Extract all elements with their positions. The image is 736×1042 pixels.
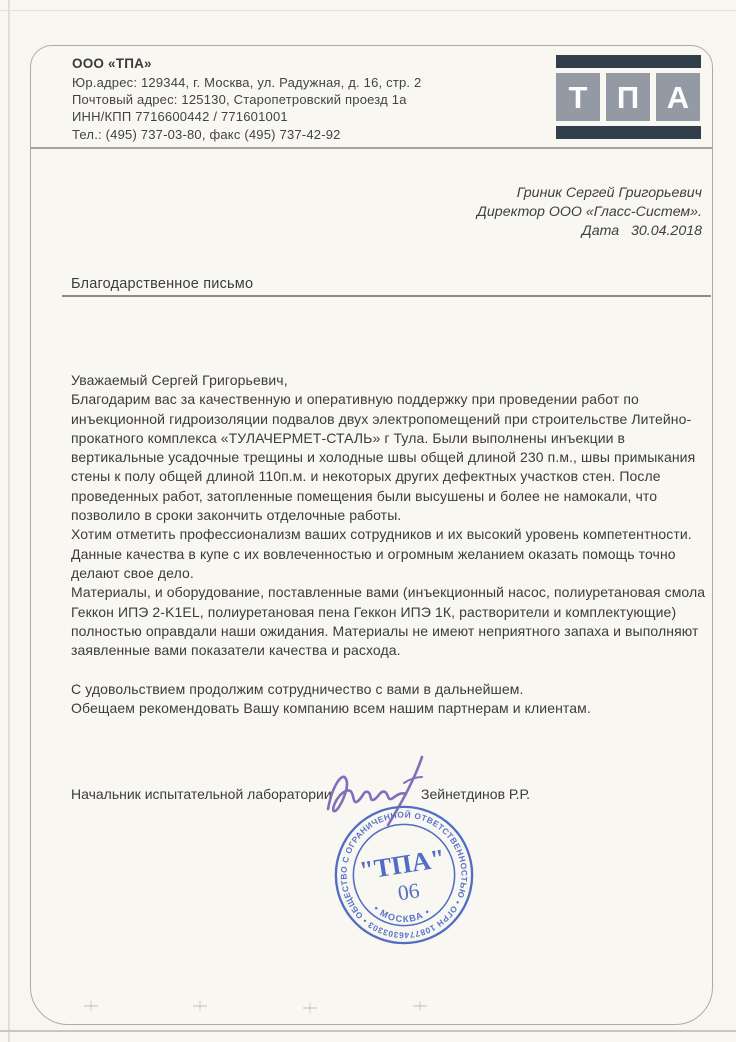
stamp-moscow-text: • МОСКВА • (371, 903, 433, 925)
logo-letter-t: Т (568, 79, 588, 115)
body-line: Данные качества в купе с их вовлеченностью и огромным желанием оказать помощь точно (71, 545, 676, 562)
inn-kpp: ИНН/КПП 7716600442 / 771601001 (72, 109, 288, 125)
stamp-center-text: "ТПА" (357, 843, 448, 886)
body-line: Материалы, и оборудование, поставленные вами (инъекционный насос, полиуретановая смола (71, 584, 706, 601)
logo-box-t (556, 73, 600, 121)
tpa-logo (556, 55, 701, 139)
logo-letter-a: А (666, 79, 690, 115)
body-line: вертикальные усадочные трещины и холодные швы общей длиной 230 п.м., швы примыкания (71, 449, 696, 466)
body-line: Благодарим вас за качественную и оперативную поддержку при проведении работ по (71, 391, 639, 408)
page-left-edge (8, 0, 10, 1042)
signatory-position: Начальник испытательной лаборатории (71, 786, 332, 802)
page-top-edge (0, 10, 736, 11)
body-line: Хотим отметить профессионализм ваших сотрудников и их высокий уровень компетентности. (71, 526, 692, 543)
phone-fax: Тел.: (495) 737-03-80, факс (495) 737-42-92 (72, 126, 341, 142)
page-bottom-edge (0, 1030, 736, 1032)
scan-noise-mark (84, 1001, 98, 1011)
logo-box-p (606, 73, 650, 121)
recipient-position: Директор ООО «Гласс-Систем». (476, 203, 702, 220)
body-line-blank (71, 660, 717, 679)
handwritten-signature (318, 753, 444, 831)
stamp-center-number: 06 (396, 878, 422, 906)
legal-address: Юр.адрес: 129344, г. Москва, ул. Радужная, д. 16, стр. 2 (72, 75, 422, 90)
body-line: Геккон ИПЭ 2-K1EL, полиуретановая пена Геккон ИПЭ 1К, растворители и комплектующие) (71, 603, 677, 620)
body-line: заявленные вами показатели качества и расхода. (71, 642, 401, 659)
stamp-ring-text: ОБЩЕСТВО С ОГРАНИЧЕННОЙ ОТВЕТСТВЕННОСТЬЮ • ОГРН 1087746303303 • (338, 809, 470, 941)
recipient-block (300, 184, 702, 240)
body-line: полностью оправдали наши ожидания. Материалы не имеют неприятного запаха и выполняют (71, 622, 699, 639)
letter-title: Благодарственное письмо (71, 276, 254, 292)
body-line: прокатного комплекса «ТУЛАЧЕРМЕТ-СТАЛЬ» г Тула. Были выполнены инъекции в (71, 429, 626, 446)
scan-noise-mark (413, 1001, 427, 1011)
body-line: Обещаем рекомендовать Вашу компанию всем нашим партнерам и клиентам. (71, 700, 591, 717)
postal-address: Почтовый адрес: 125130, Старопетровский проезд 1а (72, 92, 407, 108)
body-line: проведенных работ, затопленные помещения были высушены и более не намокали, что (71, 487, 658, 504)
body-line: стены к полу общей длиной 110п.м. и некоторых других дефектных участков стен. После (71, 468, 661, 485)
scan-noise-mark (303, 1003, 317, 1013)
body-line: инъекционной гидроизоляции подвалов двух электропомещений при строительстве Литейно- (71, 410, 692, 427)
logo-box-a (656, 73, 700, 121)
company-header (72, 56, 422, 143)
letter-body (71, 371, 717, 718)
body-line: делают свое дело. (71, 564, 194, 581)
body-line: Уважаемый Сергей Григорьевич, (71, 372, 288, 388)
logo-bottom-bar (556, 126, 701, 139)
recipient-name: Гриник Сергей Григорьевич (516, 185, 702, 201)
logo-letter-p: П (616, 79, 640, 115)
title-underline (62, 295, 711, 297)
header-separator-line (31, 147, 712, 149)
logo-top-bar (556, 55, 701, 68)
body-line: позволило в сроки закончить отделочные работы. (71, 507, 402, 524)
signatory-name: Зейнетдинов Р.Р. (421, 786, 531, 802)
body-line: С удовольствием продолжим сотрудничество с вами в дальнейшем. (71, 680, 524, 697)
company-name: ООО «ТПА» (72, 56, 152, 71)
signature-loops (328, 777, 406, 811)
signature-long-stroke (388, 757, 422, 825)
scan-noise-mark (193, 1001, 207, 1011)
letter-date: Дата 30.04.2018 (581, 222, 702, 239)
logo-letter-row (556, 73, 701, 121)
